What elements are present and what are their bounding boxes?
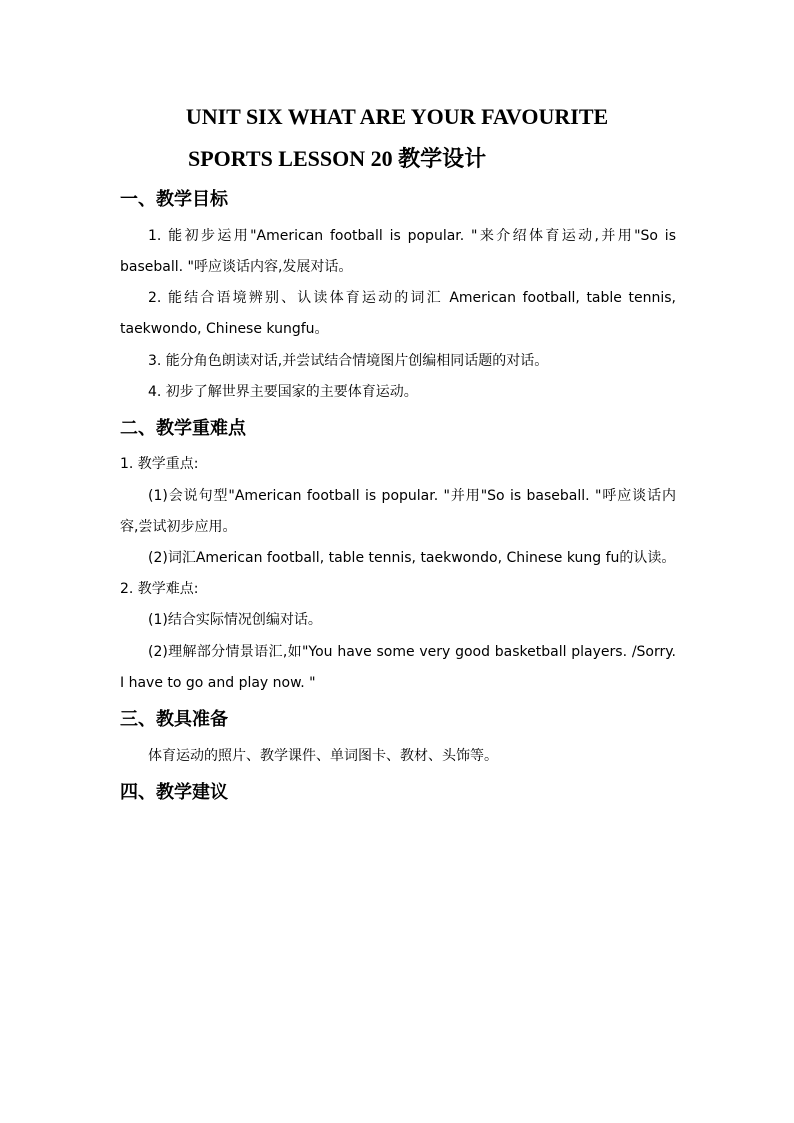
materials-text: 体育运动的照片、教学课件、单词图卡、教材、头饰等。 xyxy=(148,748,498,764)
objective-item-4: 4. 初步了解世界主要国家的主要体育运动。 xyxy=(148,384,418,400)
document-title-line-1: UNIT SIX WHAT ARE YOUR FAVOURITE xyxy=(185,104,609,129)
difficult-points-label: 2. 教学难点: xyxy=(120,581,199,597)
difficult-point-item-2: (2)理解部分情景语汇,如"You have some very good basketball players. /Sorry. I have to go and play now. " xyxy=(120,644,676,691)
section-heading-suggestions: 四、教学建议 xyxy=(120,782,228,803)
key-points-label: 1. 教学重点: xyxy=(120,456,199,472)
document-title-line-2: SPORTS LESSON 20 教学设计 xyxy=(188,146,487,171)
objective-item-3: 3. 能分角色朗读对话,并尝试结合情境图片创编相同话题的对话。 xyxy=(148,353,549,369)
objective-item-2: 2. 能结合语境辨别、认读体育运动的词汇 American football, table tennis, taekwondo, Chinese kungfu。 xyxy=(120,290,676,337)
objective-item-1: 1. 能初步运用"American football is popular. "来介绍体育运动,并用"So is baseball. "呼应谈话内容,发展对话。 xyxy=(120,228,676,275)
key-point-item-2: (2)词汇American football, table tennis, taekwondo, Chinese kung fu的认读。 xyxy=(148,550,676,566)
section-heading-materials: 三、教具准备 xyxy=(120,709,228,730)
key-point-item-1: (1)会说句型"American football is popular. "并用"So is baseball. "呼应谈话内容,尝试初步应用。 xyxy=(120,488,676,535)
difficult-point-item-1: (1)结合实际情况创编对话。 xyxy=(148,612,322,628)
section-heading-objectives: 一、教学目标 xyxy=(120,189,228,210)
section-heading-key-points: 二、教学重难点 xyxy=(120,418,246,439)
